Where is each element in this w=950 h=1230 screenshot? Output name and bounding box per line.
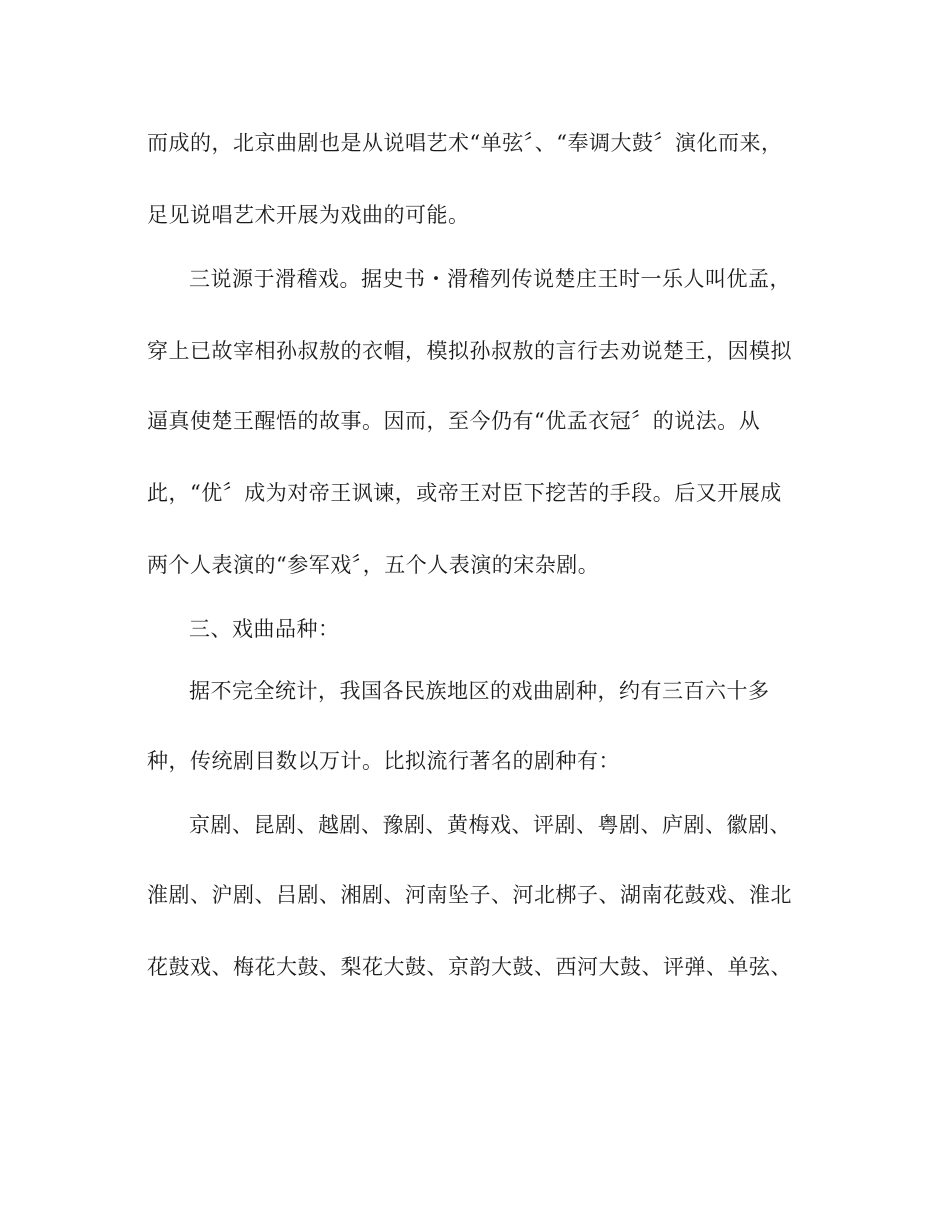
paragraph-line-3: 三说源于滑稽戏。据史书・滑稽列传说楚庄王时一乐人叫优孟， — [189, 267, 791, 291]
text-line-12: 淮剧、沪剧、吕剧、湘剧、河南坠子、河北梆子、湖南花鼓戏、淮北 — [147, 883, 792, 907]
text-line-4: 穿上已故宰相孙叔敖的衣帽，模拟孙叔敖的言行去劝说楚王，因模拟 — [147, 339, 792, 363]
text-line-13: 花鼓戏、梅花大鼓、梨花大鼓、京韵大鼓、西河大鼓、评弹、单弦、 — [147, 955, 792, 979]
paragraph-line-11: 京剧、昆剧、越剧、豫剧、黄梅戏、评剧、粤剧、庐剧、徽剧、 — [189, 813, 791, 837]
paragraph-line-9: 据不完全统计，我国各民族地区的戏曲剧种，约有三百六十多 — [189, 679, 770, 703]
text-line-10: 种，传统剧目数以万计。比拟流行著名的剧种有： — [147, 749, 620, 773]
text-line-2: 足见说唱艺术开展为戏曲的可能。 — [147, 203, 470, 227]
text-line-5: 逼真使楚王醒悟的故事。因而，至今仍有“优孟衣冠〞的说法。从 — [147, 409, 761, 433]
text-line-7: 两个人表演的“参军戏〞，五个人表演的宋杂剧。 — [147, 553, 600, 577]
text-line-1: 而成的，北京曲剧也是从说唱艺术“单弦〞、“奉调大鼓〞演化而来， — [147, 131, 783, 155]
text-line-6: 此，“优〞成为对帝王讽谏，或帝王对臣下挖苦的手段。后又开展成 — [147, 481, 782, 505]
section-heading: 三、戏曲品种： — [189, 617, 340, 641]
